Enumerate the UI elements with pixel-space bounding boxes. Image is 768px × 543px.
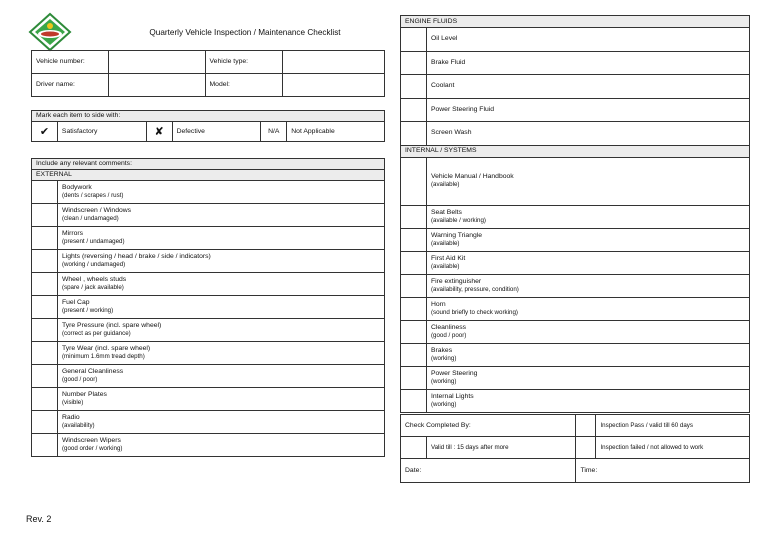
check-box[interactable]: [401, 122, 427, 146]
vehicle-type-label: Vehicle type:: [205, 51, 283, 74]
check-box[interactable]: [32, 250, 58, 273]
item-description: (correct as per guidance): [61, 330, 131, 337]
not-applicable-label: Not Applicable: [287, 122, 385, 142]
table-row: [401, 343, 750, 366]
item-label: Horn: [430, 300, 446, 308]
check-box[interactable]: [401, 274, 427, 297]
item-label: Tyre Pressure (incl. spare wheel): [61, 322, 162, 329]
tick-icon: ✔: [32, 122, 58, 142]
driver-name-field[interactable]: [108, 74, 205, 97]
item-description: (good / poor): [430, 331, 467, 339]
item-label: Cleanliness: [430, 323, 467, 331]
item-description: (availability, pressure, condition): [430, 285, 519, 293]
item-label: Fire extinguisher: [430, 277, 482, 285]
fluid-item: Brake Fluid: [426, 51, 749, 75]
check-box[interactable]: [401, 389, 427, 412]
item-description: (sound briefly to check working): [430, 308, 518, 316]
driver-name-label: Driver name:: [32, 74, 109, 97]
table-row: [401, 320, 750, 343]
item-label: Seat Belts: [430, 208, 462, 216]
item-description: (working / undamaged): [61, 261, 126, 268]
signoff-table: [400, 414, 750, 483]
checklist-item: [57, 227, 384, 250]
table-row: [401, 51, 750, 75]
check-box[interactable]: [401, 228, 427, 251]
item-description: (good / poor): [61, 376, 98, 383]
check-completed-by-label: Check Completed By:: [401, 415, 576, 437]
engine-fluids-heading: ENGINE FLUIDS: [401, 16, 750, 28]
model-field[interactable]: [283, 74, 385, 97]
checklist-item: [426, 157, 749, 205]
item-label: General Cleanliness: [61, 368, 124, 375]
check-box[interactable]: [401, 157, 427, 205]
checklist-item: [57, 388, 384, 411]
item-label: Vehicle Manual / Handbook: [430, 173, 514, 180]
checklist-item: [57, 365, 384, 388]
fluid-item: Oil Level: [426, 28, 749, 52]
fluid-item: Power Steering Fluid: [426, 98, 749, 122]
inspection-failed-label: Inspection failed / not allowed to work: [596, 437, 750, 459]
item-description: (spare / jack available): [61, 284, 124, 291]
satisfactory-label: Satisfactory: [57, 122, 146, 142]
inspection-pass-label: Inspection Pass / valid till 60 days: [596, 415, 750, 437]
table-row: [401, 297, 750, 320]
external-checklist: [31, 158, 385, 457]
table-row: [32, 250, 385, 273]
item-description: (dents / scrapes / rust): [61, 192, 124, 199]
table-row: [32, 227, 385, 250]
checklist-item: [426, 274, 749, 297]
check-box[interactable]: [32, 204, 58, 227]
table-row: [401, 157, 750, 205]
table-row: [32, 319, 385, 342]
item-description: (visible): [61, 399, 84, 406]
table-row: [32, 296, 385, 319]
item-label: First Aid Kit: [430, 254, 466, 262]
valid-till-checkbox[interactable]: [401, 437, 427, 459]
checklist-item: [426, 251, 749, 274]
table-row: [32, 434, 385, 457]
table-row: [401, 366, 750, 389]
check-box[interactable]: [401, 343, 427, 366]
item-description: (working): [430, 377, 457, 385]
checklist-item: [426, 366, 749, 389]
revision-label: Rev. 2: [26, 514, 52, 524]
table-row: [401, 98, 750, 122]
table-row: [401, 122, 750, 146]
inspection-pass-checkbox[interactable]: [576, 415, 596, 437]
table-row: [401, 75, 750, 99]
valid-till-label: Valid till : 15 days after more: [426, 437, 576, 459]
check-box[interactable]: [401, 75, 427, 99]
cross-icon: ✘: [146, 122, 172, 142]
check-box[interactable]: [32, 434, 58, 457]
vehicle-number-field[interactable]: [108, 51, 205, 74]
table-row: [401, 205, 750, 228]
fluids-internal-checklist: [400, 15, 750, 413]
item-label: Bodywork: [61, 184, 92, 191]
item-label: Tyre Wear (incl. spare wheel): [61, 345, 151, 352]
table-row: [32, 204, 385, 227]
company-logo: [28, 12, 72, 52]
time-label[interactable]: Time:: [576, 459, 750, 483]
checklist-item: [426, 297, 749, 320]
table-row: [32, 411, 385, 434]
check-box[interactable]: [32, 342, 58, 365]
check-box[interactable]: [401, 205, 427, 228]
check-box[interactable]: [32, 181, 58, 204]
checklist-item: [57, 296, 384, 319]
item-label: Wheel , wheels studs: [61, 276, 127, 283]
item-description: (present / undamaged): [61, 238, 125, 245]
vehicle-type-field[interactable]: [283, 51, 385, 74]
item-label: Lights (reversing / head / brake / side / indicators): [61, 253, 211, 260]
item-label: Mirrors: [61, 230, 84, 237]
checklist-item: [426, 389, 749, 412]
item-description: (clean / undamaged): [61, 215, 119, 222]
checklist-item: [57, 204, 384, 227]
date-label[interactable]: Date:: [401, 459, 576, 483]
item-description: (minimum 1.6mm tread depth): [61, 353, 145, 360]
legend-table: [31, 110, 385, 142]
check-box[interactable]: [401, 98, 427, 122]
check-box[interactable]: [401, 28, 427, 52]
check-box[interactable]: [401, 51, 427, 75]
check-box[interactable]: [401, 366, 427, 389]
table-row: [401, 228, 750, 251]
vehicle-number-label: Vehicle number:: [32, 51, 109, 74]
item-label: Power Steering: [430, 369, 478, 377]
checklist-item: [57, 342, 384, 365]
item-label: Fuel Cap: [61, 299, 90, 306]
internal-heading: INTERNAL / SYSTEMS: [401, 145, 750, 157]
item-label: Internal Lights: [430, 392, 474, 400]
table-row: [401, 274, 750, 297]
check-box[interactable]: [32, 227, 58, 250]
table-row: [32, 388, 385, 411]
checklist-item: [57, 434, 384, 457]
item-description: (available): [430, 239, 460, 247]
checklist-item: [57, 181, 384, 204]
item-label: Radio: [61, 414, 80, 421]
fluid-item: Coolant: [426, 75, 749, 99]
check-box[interactable]: [32, 411, 58, 434]
table-row: [32, 181, 385, 204]
item-label: Brakes: [430, 346, 453, 354]
check-box[interactable]: [32, 273, 58, 296]
item-description: (available): [430, 181, 460, 188]
table-row: [401, 28, 750, 52]
table-row: [401, 251, 750, 274]
item-description: (working): [430, 400, 457, 408]
check-box[interactable]: [32, 319, 58, 342]
item-description: (available): [430, 262, 460, 270]
checklist-item: [57, 273, 384, 296]
table-row: [32, 365, 385, 388]
table-row: [32, 342, 385, 365]
comments-heading: Include any relevant comments:: [32, 159, 385, 170]
check-box[interactable]: [401, 297, 427, 320]
page-title: Quarterly Vehicle Inspection / Maintenance Checklist: [149, 28, 341, 37]
item-description: (available / working): [430, 216, 486, 224]
check-box[interactable]: [32, 365, 58, 388]
check-box[interactable]: [32, 388, 58, 411]
item-label: Warning Triangle: [430, 231, 483, 239]
model-label: Model:: [205, 74, 283, 97]
external-heading: EXTERNAL: [32, 170, 385, 181]
legend-heading: Mark each item to side with:: [32, 111, 385, 122]
checklist-item: [426, 205, 749, 228]
checklist-item: [426, 320, 749, 343]
item-description: (present / working): [61, 307, 114, 314]
checklist-item: [57, 411, 384, 434]
fluid-item: Screen Wash: [426, 122, 749, 146]
check-box[interactable]: [401, 320, 427, 343]
vehicle-info-table: [31, 50, 385, 97]
checklist-item: [426, 228, 749, 251]
inspection-failed-checkbox[interactable]: [576, 437, 596, 459]
checklist-item: [57, 250, 384, 273]
checklist-item: [426, 343, 749, 366]
check-box[interactable]: [32, 296, 58, 319]
item-description: (working): [430, 354, 457, 362]
item-label: Windscreen / Windows: [61, 207, 132, 214]
check-box[interactable]: [401, 251, 427, 274]
defective-label: Defective: [172, 122, 261, 142]
na-symbol: N/A: [261, 122, 287, 142]
item-label: Number Plates: [61, 391, 107, 398]
item-description: (availability): [61, 422, 95, 429]
table-row: [401, 389, 750, 412]
checklist-item: [57, 319, 384, 342]
item-description: (good order / working): [61, 445, 123, 452]
item-label: Windscreen Wipers: [61, 437, 121, 444]
table-row: [32, 273, 385, 296]
